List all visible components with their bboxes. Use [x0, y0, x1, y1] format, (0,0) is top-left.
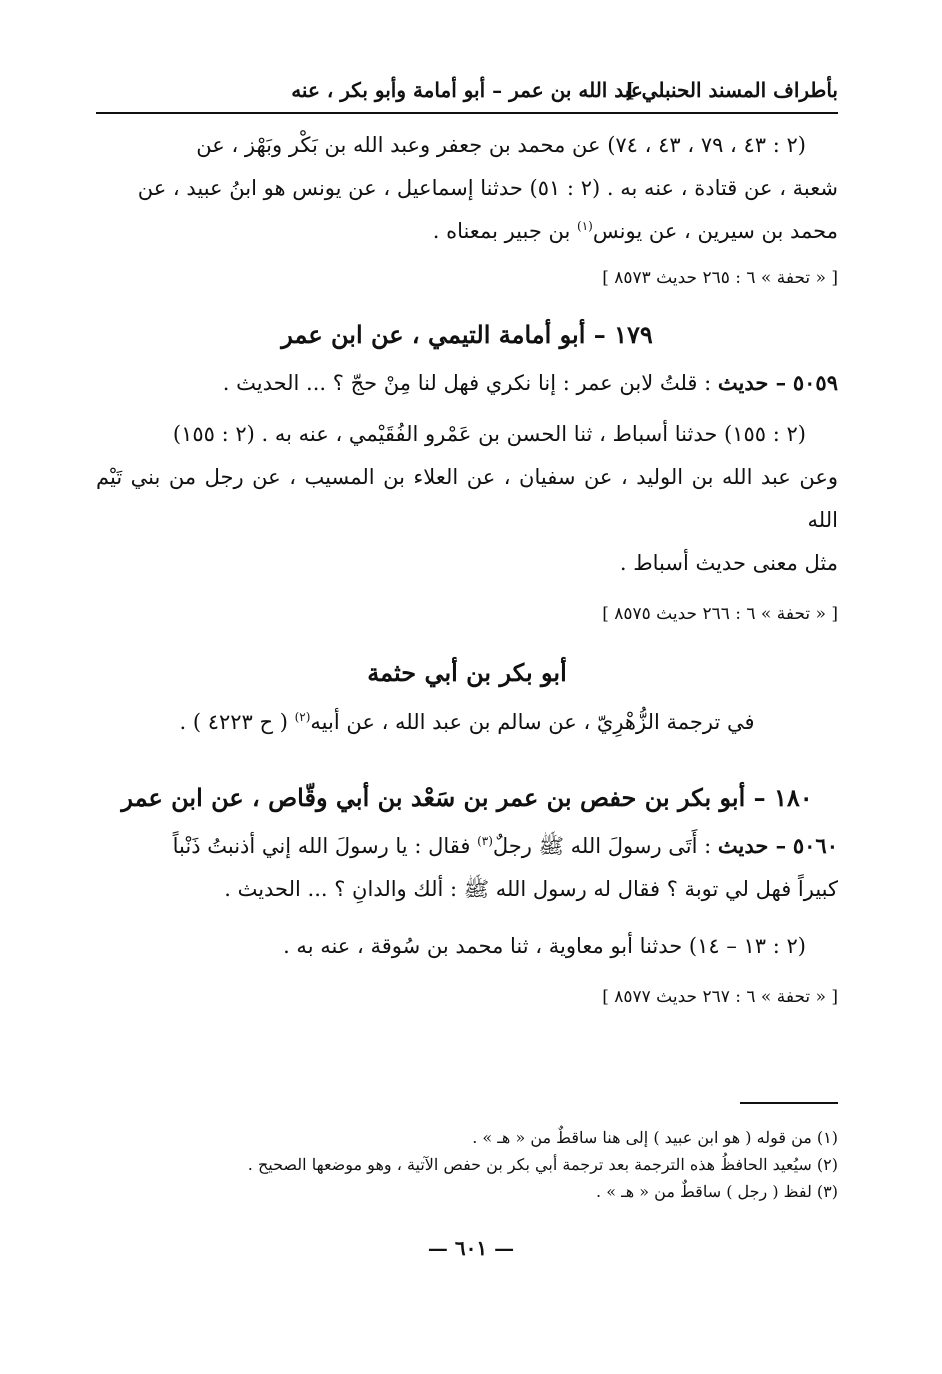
text-line: كبيراً فهل لي توبة ؟ فقال له رسول الله ﷺ : ألك والدانِ ؟ ... الحديث .	[224, 877, 838, 901]
text-line: (٢ : ٤٣ ، ٧٩ ، ٤٣ ، ٧٤) عن محمد بن جعفر وعبد الله بن بَكْر وبَهْز ، عن	[196, 133, 806, 157]
reference-text: [ « تحفة » ٦ : ٢٦٧ حديث ٨٥٧٧ ]	[602, 987, 838, 1007]
tuhfa-reference	[96, 982, 838, 1012]
hadith-text: : قلتُ لابن عمر : إنا نكري فهل لنا مِنْ حجّ ؟ ... الحديث .	[222, 371, 718, 395]
footnote-2: (٢) سيُعيد الحافظُ هذه الترجمة بعد ترجمة أبي بكر بن حفص الآتية ، وهو موضعها الصحيح .	[247, 1155, 838, 1174]
reference-text: [ « تحفة » ٦ : ٢٦٦ حديث ٨٥٧٥ ]	[602, 604, 838, 624]
header-right: بأطراف المسند الحنبلي ]	[625, 78, 838, 102]
footnote-marker: (٣)	[477, 834, 493, 848]
footnote-3: (٣) لفظ ( رجل ) ساقطٌ من « هـ » .	[596, 1182, 838, 1201]
footnote-divider	[740, 1102, 838, 1104]
text-span: بن جبير بمعناه .	[432, 219, 578, 243]
text-span: فقال : يا رسولَ الله إني أذنبتُ ذَنْباً	[172, 834, 478, 858]
hadith-5060	[96, 824, 838, 911]
text-span: محمد بن سيرين ، عن يونس	[592, 219, 838, 243]
text-span: : أَتَى رسولَ الله ﷺ رجلٌ	[492, 834, 718, 858]
footnote-marker: (١)	[577, 219, 593, 233]
text-line	[96, 824, 838, 868]
reference-text: [ « تحفة » ٦ : ٢٦٥ حديث ٨٥٧٣ ]	[602, 268, 838, 288]
hadith-label: – حديث	[717, 833, 787, 858]
abu-bakr-line	[96, 701, 838, 744]
footnote-marker: (٢)	[294, 710, 311, 724]
text-span: ( ح ٤٢٢٣ ) .	[179, 710, 295, 734]
tuhfa-reference	[96, 263, 838, 293]
paragraph-1	[96, 124, 838, 253]
text-line: شعبة ، عن قتادة ، عنه به . (٢ : ٥١) حدثنا إسماعيل ، عن يونس هو ابنُ عبيد ، عن	[137, 176, 838, 200]
paragraph-3: (٢ : ١٣ – ١٤) حدثنا أبو معاوية ، ثنا محمد بن سُوقة ، عنه به .	[283, 934, 806, 958]
text-span: في ترجمة الزُّهْرِيّ ، عن سالم بن عبد الله ، عن أبيه	[310, 710, 755, 734]
section-title-179: ١٧٩ – أبو أمامة التيمي ، عن ابن عمر	[281, 320, 653, 349]
paragraph-2	[96, 413, 838, 585]
running-header	[96, 78, 838, 114]
header-center: عبد الله بن عمر – أبو أمامة وأبو بكر ، عنه	[291, 78, 643, 102]
footnotes	[96, 1124, 838, 1205]
hadith-number: ٥٠٥٩	[792, 370, 838, 395]
hadith-5059	[96, 361, 838, 405]
footnote-1: (١) من قوله ( هو ابن عبيد ) إلى هنا ساقطٌ من « هـ » .	[472, 1128, 838, 1147]
text-line	[96, 210, 838, 253]
hadith-number: ٥٠٦٠	[792, 833, 838, 858]
tuhfa-reference	[96, 599, 838, 629]
section-title-abu-bakr: أبو بكر بن أبي حثمة	[367, 658, 567, 687]
page-content	[96, 78, 838, 1012]
text-line: وعن عبد الله بن الوليد ، عن سفيان ، عن العلاء بن المسيب ، عن رجل من بني تَيْم الله	[96, 465, 838, 532]
page-number: — ٦٠١ —	[427, 1236, 515, 1260]
text-line: (٢ : ١٥٥) حدثنا أسباط ، ثنا الحسن بن عَمْرو الفُقَيْمي ، عنه به . (٢ : ١٥٥)	[172, 422, 806, 446]
section-title-180: ١٨٠ – أبو بكر بن حفص بن عمر بن سَعْد بن أبي وقّاص ، عن ابن عمر	[121, 783, 813, 812]
text-line: مثل معنى حديث أسباط .	[619, 551, 838, 575]
hadith-label: – حديث	[717, 370, 787, 395]
